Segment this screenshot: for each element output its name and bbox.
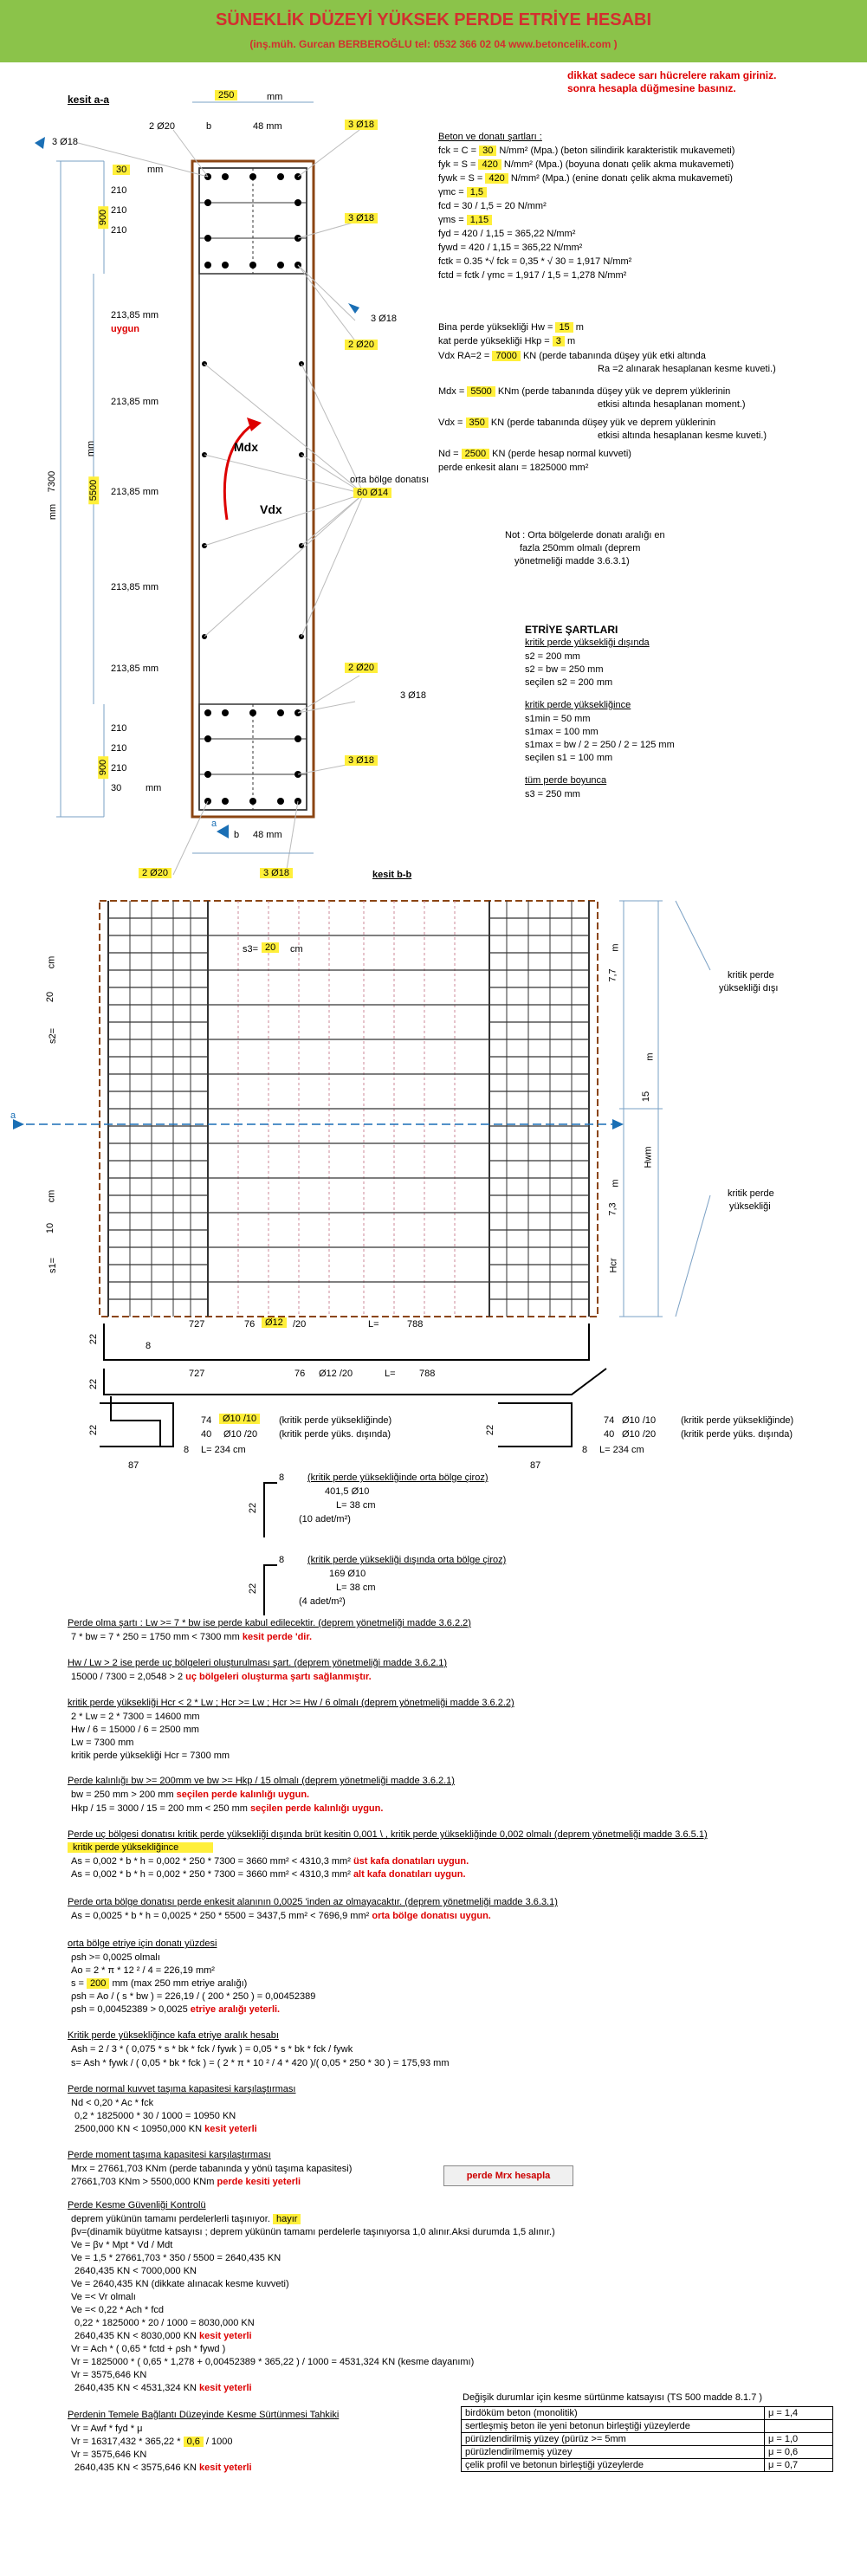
gmc-input[interactable]: 1,5 [467, 187, 487, 197]
vdx-ra-unit: KN (perde tabanında düşey yük etki altında [522, 351, 706, 361]
hoop-length: L= 234 cm [201, 1445, 246, 1455]
stirrup-line: seçilen s2 = 200 mm [525, 677, 613, 688]
bar-right-mid[interactable]: 3 Ø18 [345, 213, 378, 223]
fywk-unit: N/mm² (Mpa.) (enine donatı çelik akma mukavemeti) [510, 173, 733, 184]
note-line: fazla 250mm olmalı (deprem [520, 543, 641, 553]
critical-label: yüksekliği [729, 1201, 771, 1212]
hoop-count: 40 [201, 1429, 212, 1440]
bar-bottom-3o18: 3 Ø18 [400, 690, 426, 701]
outside-critical-label: yüksekliği dışı [719, 983, 779, 994]
fyk-label: fyk = S = [438, 159, 476, 170]
vd-label: Vdx = [438, 417, 463, 428]
total-height-unit: m [644, 1052, 656, 1061]
hkp-unit: m [566, 336, 576, 346]
section-cut-label: a [10, 1110, 16, 1121]
check-title: Perde olma şartı : Lw >= 7 * bw ise perde kabul edilecektir. (deprem yönetmeliği madde 3.6.2.2) [68, 1618, 471, 1628]
bar-top-left: 2 Ø20 [149, 121, 175, 132]
tie-title: (kritik perde yüksekliği dışında orta bölge çiroz) [307, 1555, 507, 1565]
critical-height-select[interactable]: kritik perde yüksekliğince [68, 1842, 213, 1853]
bar-L: L= [368, 1319, 379, 1330]
materials-title: Beton ve donatı şartları : [438, 132, 542, 142]
friction-table [461, 2406, 833, 2472]
mid-length-input[interactable]: 5500 [88, 476, 99, 504]
hoop-diameter: Ø10 /20 [622, 1429, 657, 1440]
hoop-note: (kritik perde yüks. dışında) [681, 1429, 793, 1440]
check-line: Nd < 0,20 * Ac * fck [71, 2098, 154, 2108]
hoop-note: (kritik perde yüks. dışında) [279, 1429, 391, 1440]
note-line: Not : Orta bölgelerde donatı aralığı en [505, 530, 665, 540]
check-line: Mrx = 27661,703 KNm (perde tabanında y yönü taşıma kapasitesi) [71, 2164, 353, 2174]
s2-label: s2= [48, 1027, 59, 1045]
hw-unit: m [575, 322, 584, 333]
check-line: Ve = 1,5 * 27661,703 * 350 / 5500 = 2640,435 KN [71, 2253, 281, 2263]
check-title: Perde orta bölge donatısı perde enkesit alanının 0,0025 'inden az olmayacaktır. (deprem yönetmeliği madde 3.6.3.1) [68, 1897, 558, 1907]
bar-length: 727 [189, 1319, 205, 1330]
s2-unit: cm [46, 955, 57, 969]
check-line: Vr = 3575,646 KN [71, 2450, 147, 2460]
hoop-count: 74 [201, 1415, 212, 1426]
fck-label: fck = C = [438, 146, 477, 156]
s-input[interactable]: 200 [87, 1978, 109, 1989]
fywk-input[interactable]: 420 [485, 173, 508, 184]
check-title: Kritik perde yüksekliğince kafa etriye aralık hesabı [68, 2030, 279, 2041]
spacing-210: 210 [111, 763, 127, 773]
vd-note: etkisi altında hesaplanan kesme kuveti.) [598, 430, 767, 441]
hoop-dim: 8 [184, 1445, 190, 1455]
height-critical: 7,3 [607, 1202, 618, 1216]
tie-dim: 22 [248, 1502, 259, 1514]
gms-label: γms = [438, 215, 464, 225]
check-line: 2640,435 KN < 4531,324 KN [74, 2383, 197, 2393]
friction-coefficient-input[interactable]: 0,6 [184, 2437, 204, 2447]
fyk-unit: N/mm² (Mpa.) (boyuna donatı çelik akma mukavemeti) [503, 159, 734, 170]
notice-line-2: sonra hesapla düğmesine basınız. [567, 82, 736, 94]
fctd-expression: fctd = fctk / γmc = 1,917 / 1,5 = 1,278 N/mm² [438, 270, 627, 281]
check-line: Ash = 2 / 3 * ( 0,075 * s * bk * fck / fywk ) = 0,05 * s * bk * fck / fywk [71, 2044, 353, 2055]
fck-unit: N/mm² (Mpa.) (beton silindirik karakteristik mukavemeti) [499, 146, 735, 156]
bar-length: 727 [189, 1369, 205, 1379]
check-line: ρsh = Ao / ( s * bw ) = 226,19 / ( 200 * 250 ) = 0,00452389 [71, 1991, 316, 2002]
check-line: 15000 / 7300 = 2,0548 > 2 [71, 1672, 184, 1682]
hoop-dim: 8 [582, 1445, 588, 1455]
check-title: Perde kalınlığı bw >= 200mm ve bw >= Hkp / 15 olmalı (deprem yönetmeliği madde 3.6.2.1) [68, 1776, 455, 1786]
check-title: kritik perde yüksekliği Hcr < 2 * Lw ; Hcr >= Lw ; Hcr >= Hw / 6 olmalı (deprem yönetmeliği madde 3.6.2.2) [68, 1698, 514, 1708]
bar-mid-3o18: 3 Ø18 [371, 314, 397, 324]
cover-unit: mm [147, 165, 164, 175]
check-line: Vr = Awf * fyd * μ [71, 2424, 143, 2434]
s3-label: s3= [243, 944, 259, 955]
nd-unit: KN (perde hesap normal kuvveti) [492, 449, 631, 459]
note-line: yönetmeliği madde 3.6.3.1) [514, 556, 630, 566]
total-height: 15 [641, 1091, 652, 1103]
check-result: kesit yeterli [204, 2124, 257, 2134]
check-line: 2 * Lw = 2 * 7300 = 14600 mm [71, 1712, 200, 1722]
stirrup-line: s1min = 50 mm [525, 714, 591, 724]
s1-unit: cm [46, 1189, 57, 1203]
mdx-unit: KNm (perde tabanında düşey yük ve deprem yüklerinin [497, 386, 731, 397]
check-line: As = 0,002 * b * h = 0,002 * 250 * 7300 = 3660 mm² < 4310,3 mm² [71, 1869, 351, 1880]
check-line: s= Ash * fywk / ( 0,05 * bk * fck ) = ( 2 * π * 10 ² / 4 * 420 )/( 0,05 * 250 * 30 ) = 175,93 mm [71, 2058, 450, 2068]
bar-count: 76 [244, 1319, 256, 1330]
check-line: / 1000 [205, 2437, 233, 2447]
nd-label: Nd = [438, 449, 459, 459]
check-line: Vr = Ach * ( 0,65 * fctd + ρsh * fywd ) [71, 2344, 226, 2354]
vd-input[interactable]: 350 [466, 417, 488, 428]
section-a-label: a [211, 819, 217, 829]
bar-total-length: 788 [407, 1319, 424, 1330]
s3-input[interactable]: 20 [262, 942, 279, 953]
dim-48: 48 mm [253, 121, 282, 132]
hoop-dim: 87 [530, 1460, 541, 1471]
bar-spacing: /20 [293, 1319, 307, 1330]
s2-value: 20 [45, 991, 56, 1003]
cover-bottom-unit: mm [146, 783, 162, 793]
tie-count: 401,5 Ø10 [325, 1486, 370, 1497]
spacing-value: 213,85 mm [111, 487, 159, 497]
spacing-value: 213,85 mm [111, 397, 159, 407]
check-line: kritik perde yüksekliği Hcr = 7300 mm [71, 1751, 230, 1761]
wall-outline [192, 161, 314, 817]
bar-total-length: 788 [419, 1369, 436, 1379]
check-line: 0,2 * 1825000 * 30 / 1000 = 10950 KN [74, 2111, 236, 2121]
check-line: As = 0,0025 * b * h = 0,0025 * 250 * 5500 = 3437,5 mm² < 7696,9 mm² [71, 1911, 370, 1921]
tie-density: (10 adet/m²) [299, 1514, 351, 1524]
mdx-input[interactable]: 5500 [467, 386, 495, 397]
hoop-dim: 22 [88, 1424, 100, 1436]
hkp-label: kat perde yüksekliği Hkp = [438, 336, 550, 346]
bw-unit: mm [267, 92, 283, 102]
stirrup-line: s2 = 200 mm [525, 651, 580, 662]
check-result: seçilen perde kalınlığı uygun. [249, 1803, 384, 1814]
tie-title: (kritik perde yüksekliğinde orta bölge çiroz) [307, 1472, 488, 1483]
notice-line-1: dikkat sadece sarı hücrelere rakam giriniz. [567, 69, 777, 81]
hcr-label: Hcr [608, 1258, 619, 1273]
check-title: Perde moment taşıma kapasitesi karşılaştırması [68, 2150, 271, 2160]
check-line: 27661,703 KNm > 5500,000 KNm [71, 2177, 215, 2187]
fctk-expression: fctk = 0.35 *√ fck = 0,35 * √ 30 = 1,917 N/mm² [438, 256, 632, 267]
hoop-dim: 22 [485, 1424, 496, 1436]
check-line: 0,22 * 1825000 * 20 / 1000 = 8030,000 KN [74, 2318, 255, 2328]
section-marker-icon [217, 825, 229, 838]
section-bb-title: kesit b-b [372, 870, 412, 880]
bar-count: 76 [294, 1369, 306, 1379]
check-result: seçilen perde kalınlığı uygun. [176, 1790, 310, 1800]
hoop-dim: 87 [128, 1460, 139, 1471]
fywk-label: fywk = S = [438, 173, 483, 184]
bar-diameter: Ø12 /20 [319, 1369, 353, 1379]
check-line: Ve = 2640,435 KN (dikkate alınacak kesme kuvveti) [71, 2279, 289, 2289]
tie-density: (4 adet/m²) [299, 1596, 346, 1607]
vdx-label: Vdx [260, 502, 282, 516]
check-line: Ao = 2 * π * 12 ² / 4 = 226,19 mm² [71, 1965, 215, 1976]
stirrup-line: s3 = 250 mm [525, 789, 580, 799]
bar-bottom-3o18-b[interactable]: 3 Ø18 [345, 755, 378, 766]
stirrup-all-title: tüm perde boyunca [525, 775, 607, 786]
mdx-label: Mdx [234, 440, 258, 454]
hoop-diameter: Ø10 /10 [622, 1415, 657, 1426]
spacing-value: 213,85 mm [111, 582, 159, 592]
gms-input[interactable]: 1,15 [467, 215, 492, 225]
gmc-label: γmc = [438, 187, 464, 197]
s1-label: s1= [48, 1257, 59, 1274]
fyk-input[interactable]: 420 [478, 159, 501, 170]
bar-mid-2o20[interactable]: 2 Ø20 [345, 340, 378, 350]
fcd-expression: 30 / 1,5 = 20 N/mm² [462, 201, 547, 211]
bar-bottom-2o20[interactable]: 2 Ø20 [345, 663, 378, 673]
left-bar-label: 3 Ø18 [52, 137, 78, 147]
bar-hook: 22 [88, 1378, 100, 1390]
s1-value: 10 [45, 1222, 56, 1234]
table-row: pürüzlendirilmemiş yüzey μ = 0,6 [462, 2446, 833, 2459]
bar-hook-8: 8 [146, 1341, 152, 1351]
bw-input[interactable]: 250 [215, 90, 237, 100]
check-title: orta bölge etriye için donatı yüzdesi [68, 1938, 217, 1949]
page-title: SÜNEKLİK DÜZEYİ YÜKSEK PERDE ETRİYE HESABI [215, 10, 652, 29]
spacing-value: 213,85 mm [111, 310, 159, 320]
check-line: 2500,000 KN < 10950,000 KN [74, 2124, 203, 2134]
vdx-ra-label: Vdx RA=2 = [438, 351, 490, 361]
friction-table-title: Değişik durumlar için kesme sürtünme katsayısı (TS 500 madde 8.1.7 ) [463, 2392, 763, 2403]
check-title: Perdenin Temele Bağlantı Düzeyinde Kesme Sürtünmesi Tahkiki [68, 2410, 340, 2420]
hw-input[interactable]: 15 [555, 322, 573, 333]
check-line: ρsh = 0,00452389 > 0,0025 [71, 2004, 188, 2015]
bottom-2o20-label: 2 Ø20 [139, 868, 171, 878]
middle-rebar-label: orta bölge donatısı [350, 475, 430, 485]
fywd-expression: fywd = 420 / 1,15 = 365,22 N/mm² [438, 243, 583, 253]
hw-label: Bina perde yüksekliği Hw = [438, 322, 553, 333]
hoop-note: (kritik perde yüksekliğinde) [279, 1415, 392, 1426]
check-line: 2640,435 KN < 3575,646 KN [74, 2463, 197, 2473]
outside-critical-label: kritik perde [728, 970, 774, 981]
check-line: Vr = 16317,432 * 365,22 * [71, 2437, 181, 2447]
hoop-count: 40 [604, 1429, 615, 1440]
end-zone-bottom[interactable]: 900 [98, 756, 108, 779]
bar-diameter-input[interactable]: Ø12 [262, 1317, 287, 1328]
b-label: b [206, 121, 212, 132]
section-marker-icon [348, 303, 359, 314]
check-result: perde kesiti yeterli [217, 2177, 301, 2187]
hoop-diameter: Ø10 /20 [223, 1429, 258, 1440]
b-label-bottom: b [234, 830, 240, 840]
fck-input[interactable]: 30 [479, 146, 496, 156]
check-line: Vr = 1825000 * ( 0,65 * 1,278 + 0,00452389 * 365,22 ) / 1000 = 4531,324 KN (kesme dayanımı) [71, 2357, 475, 2367]
spacing-210: 210 [111, 185, 127, 196]
check-result: alt kafa donatıları uygun. [353, 1869, 466, 1880]
check-line: Hw / 6 = 15000 / 6 = 2500 mm [71, 1725, 199, 1735]
moment-arc [224, 424, 253, 520]
check-line: Lw = 7300 mm [71, 1738, 134, 1748]
total-length-unit: mm [48, 503, 59, 521]
vdx-ra-input[interactable]: 7000 [492, 351, 520, 361]
section-area: perde enkesit alanı = 1825000 mm² [438, 463, 589, 473]
mdx-note: etkisi altında hesaplanan moment.) [598, 399, 746, 410]
check-result: orta bölge donatısı uygun. [372, 1911, 491, 1921]
check-result: kesit yeterli [199, 2463, 252, 2473]
mdx-input-label: Mdx = [438, 386, 465, 397]
hoop-note: (kritik perde yüksekliğinde) [681, 1415, 794, 1426]
stirrup-line: s1max = bw / 2 = 250 / 2 = 125 mm [525, 740, 675, 750]
height-critical-unit: m [610, 1179, 621, 1188]
dim-48-bottom: 48 mm [253, 830, 282, 840]
vd-unit: KN (perde tabanında düşey yük ve deprem yüklerinin [490, 417, 716, 428]
check-line: Vr = 3575,646 KN [71, 2370, 147, 2380]
bar-L: L= [385, 1369, 396, 1379]
table-row: birdöküm beton (monolitik) μ = 1,4 [462, 2407, 833, 2420]
tie-count: 169 Ø10 [329, 1569, 366, 1579]
hw-label-elev: Hwm [643, 1146, 654, 1168]
check-line: 2640,435 KN < 7000,000 KN [74, 2266, 197, 2276]
check-line: 7 * bw = 7 * 250 = 1750 mm < 7300 mm [71, 1632, 240, 1642]
spacing-210: 210 [111, 205, 127, 216]
s-note: mm (max 250 mm etriye aralığı) [112, 1978, 248, 1989]
tie-length: L= 38 cm [336, 1500, 376, 1511]
hoop-diameter-input[interactable]: Ø10 /10 [219, 1414, 260, 1424]
section-marker-icon [35, 137, 45, 149]
tie-dim: 8 [279, 1472, 285, 1483]
check-result: uç bölgeleri oluşturma şartı sağlanmıştır. [185, 1672, 372, 1682]
table-row: sertleşmiş beton ile yeni betonun birleştiği yüzeylerde [462, 2420, 833, 2433]
stirrup-critical-title: kritik perde yüksekliğince [525, 700, 631, 710]
s-label: s = [71, 1978, 84, 1989]
height-outside: 7,7 [607, 968, 618, 982]
hoop-count: 74 [604, 1415, 615, 1426]
stirrup-outside-title: kritik perde yüksekliği dışında [525, 638, 650, 648]
check-line: 2640,435 KN < 8030,000 KN [74, 2331, 197, 2341]
table-row: pürüzlendirilmiş yüzey (pürüz >= 5mm μ = 1,0 [462, 2433, 833, 2446]
mid-length-unit: mm [86, 440, 97, 457]
check-result: üst kafa donatıları uygun. [353, 1856, 469, 1867]
check-result: kesit yeterli [199, 2383, 252, 2393]
tie-dim: 8 [279, 1555, 285, 1565]
check-line: Ve = βv * Mpt * Vd / Mdt [71, 2240, 173, 2250]
spacing-210: 210 [111, 723, 127, 734]
table-row: çelik profil ve betonun birleştiği yüzeylerde μ = 0,7 [462, 2459, 833, 2472]
check-line: ρsh >= 0,0025 olmalı [71, 1952, 160, 1963]
nd-input[interactable]: 2500 [462, 449, 489, 459]
cover-bottom: 30 [111, 783, 122, 793]
check-title: Perde uç bölgesi donatısı kritik perde yüksekliği dışında brüt kesitin 0,001 \ , kritik perde yüksekliğinde 0,002 olmalı (deprem yönetmeliği madde 3.6.5.1) [68, 1829, 708, 1840]
check-result: kesit yeterli [199, 2331, 252, 2341]
check-title: Perde normal kuvvet taşıma kapasitesi karşılaştırması [68, 2084, 296, 2094]
bar-hook: 22 [88, 1333, 100, 1345]
check-title: Perde Kesme Güvenliği Kontrolü [68, 2200, 206, 2210]
check-result: kesit perde 'dir. [242, 1632, 313, 1642]
fyd-expression: fyd = 420 / 1,15 = 365,22 N/mm² [438, 229, 576, 239]
tie-dim: 22 [248, 1582, 259, 1595]
spacing-value: 213,85 mm [111, 663, 159, 674]
check-line: Ve =< 0,22 * Ach * fcd [71, 2305, 165, 2315]
check-line: Ve =< Vr olmalı [71, 2292, 136, 2302]
middle-rebar-input[interactable]: 60 Ø14 [353, 488, 391, 498]
hkp-input[interactable]: 3 [553, 336, 565, 346]
cover-input[interactable]: 30 [113, 165, 130, 175]
check-line: Hkp / 15 = 3000 / 15 = 200 mm < 250 mm [71, 1803, 248, 1814]
check-line: bw = 250 mm > 200 mm [71, 1790, 174, 1800]
check-line: deprem yükünün tamamı perdelerlerli taşınıyor. [71, 2214, 270, 2224]
bottom-3o18-label: 3 Ø18 [260, 868, 293, 878]
spacing-210: 210 [111, 225, 127, 236]
s3-unit: cm [290, 944, 303, 955]
critical-label: kritik perde [728, 1188, 774, 1199]
tie-length: L= 38 cm [336, 1582, 376, 1593]
fcd-label: fcd = [438, 201, 460, 211]
check-title: Hw / Lw > 2 ise perde uç bölgeleri oluşturulması şart. (deprem yönetmeliği madde 3.6.2.1) [68, 1658, 448, 1668]
stirrup-line: seçilen s1 = 100 mm [525, 753, 613, 763]
height-unit: m [610, 943, 621, 952]
seismic-carry-select[interactable]: hayır [273, 2214, 301, 2224]
check-line: As = 0,002 * b * h = 0,002 * 250 * 7300 = 3660 mm² < 4310,3 mm² [71, 1856, 351, 1867]
spacing-status: uygun [111, 324, 139, 334]
end-zone-input[interactable]: 900 [98, 206, 108, 229]
stirrup-line: s1max = 100 mm [525, 727, 598, 737]
vdx-ra-note: Ra =2 alınarak hesaplanan kesme kuveti.) [598, 364, 776, 374]
page-subtitle: (inş.müh. Gurcan BERBEROĞLU tel: 0532 366 02 04 www.betoncelik.com ) [249, 38, 618, 50]
check-result: etriye aralığı yeterli. [190, 2004, 281, 2015]
total-length: 7300 [47, 470, 58, 493]
bar-top-right[interactable]: 3 Ø18 [345, 120, 378, 130]
check-line: βv=(dinamik büyütme katsayısı ; deprem yükünün tamamı perdelerle taşınıyorsa 1,0 alınır.Aksi durumda 1,5 alınır.) [71, 2227, 555, 2237]
calculate-mrx-button[interactable]: perde Mrx hesapla [443, 2165, 573, 2186]
stirrup-line: s2 = bw = 250 mm [525, 664, 604, 675]
section-aa-title: kesit a-a [68, 94, 110, 106]
hoop-length: L= 234 cm [599, 1445, 644, 1455]
spacing-210: 210 [111, 743, 127, 754]
stirrup-title: ETRİYE ŞARTLARI [525, 624, 618, 636]
